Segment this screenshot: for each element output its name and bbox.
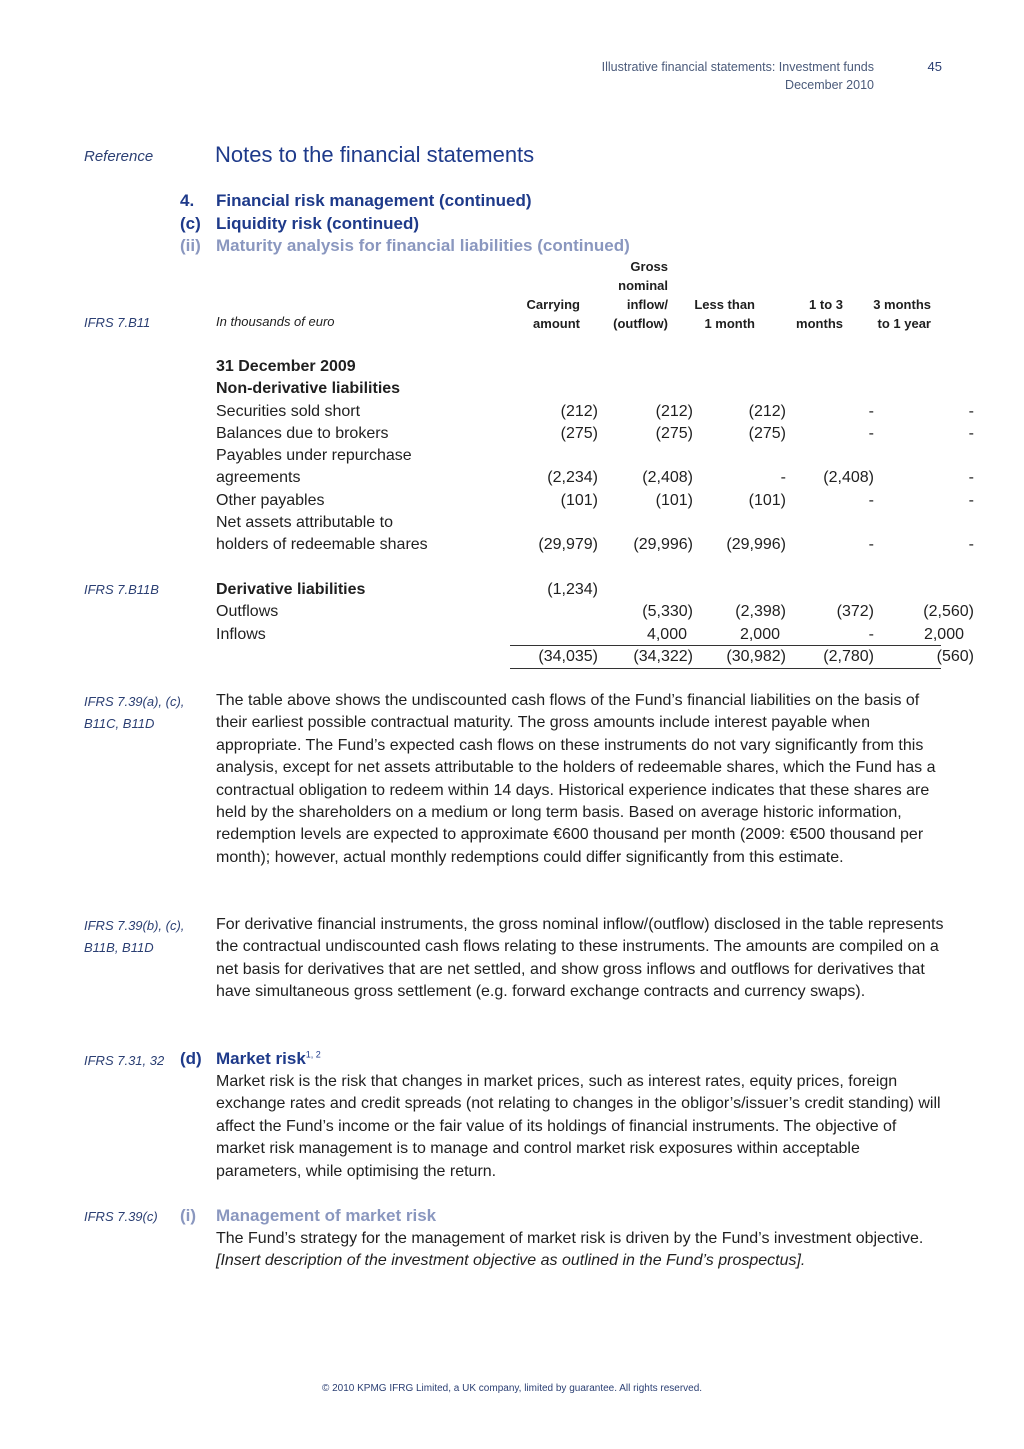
cell: - [868,491,874,509]
cell: (29,979) [538,536,598,554]
col-header-carrying-amount: Carrying amount [526,297,580,331]
heading-ii-number: (ii) [180,236,201,255]
total-top-rule [510,645,941,646]
nonderivative-heading: Non-derivative liabilities [216,380,401,398]
cell: (101) [560,491,598,509]
running-header-title: Illustrative financial statements: Investment funds [601,60,874,74]
cell [508,601,598,623]
cell: (29,996) [726,536,786,554]
table-reference: IFRS 7.B11 [84,315,151,330]
total-cell: (2,780) [823,647,874,665]
cell: - [968,491,974,509]
table-row [216,601,974,623]
table-row [216,534,974,556]
table-row [216,401,974,423]
col-header-gross-nominal: Gross nominal inflow/ (outflow) [613,259,668,331]
derivative-instruments-paragraph: For derivative financial instruments, the gross nominal inflow/(outflow) disclosed in the table represents the contractual undiscounted cash flows relating to these instruments. The amounts are compiled on a net basis for derivatives that are net settled, and show gross inflows and outflows for derivatives that have simultaneous gross settlement (e.g. forward exchange contracts and currency swaps). [216,916,944,1001]
reference-label: Reference [84,148,154,165]
col-header-1-to-3-months: 1 to 3 months [796,297,843,331]
row-label: holders of redeemable shares [216,536,428,554]
table-row [216,467,974,489]
total-cell: (34,322) [633,647,693,665]
heading-c-text: Liquidity risk (continued) [216,214,420,233]
total-cell: (30,982) [726,647,786,665]
cell: (5,330) [642,603,693,621]
col-header-less-than-1-month: Less than 1 month [694,297,755,331]
derivative-reference: IFRS 7.B11B [84,582,159,597]
total-cell: (560) [936,647,974,665]
cell: - [968,536,974,554]
cell: (29,996) [633,536,693,554]
para1-reference-1: IFRS 7.39(a), (c), [84,694,185,709]
table-row [216,512,974,534]
cell: (2,234) [547,469,598,487]
cell: (101) [748,491,786,509]
cell: (212) [560,402,598,420]
cell: 2,000 [923,625,964,643]
running-header-date: December 2010 [785,78,874,92]
row-label: agreements [216,469,301,487]
table-row [216,579,974,601]
date-heading: 31 December 2009 [216,358,356,375]
cell: - [968,424,974,442]
cell: (275) [748,424,786,442]
cell: (212) [655,402,693,420]
row-label: Outflows [216,603,279,621]
row-label: Balances due to brokers [216,424,389,442]
derivative-heading: Derivative liabilities [216,580,366,598]
cell: - [968,469,974,487]
cell: (2,560) [923,603,974,621]
cell: - [868,402,874,420]
table-spacer-row [216,557,974,579]
heading-c-number: (c) [180,214,201,233]
totals-row [216,646,974,668]
cell: (2,408) [823,469,874,487]
market-risk-number: (d) [180,1049,202,1068]
page-number: 45 [927,59,942,74]
heading-4-text: Financial risk management (continued) [216,191,532,210]
management-heading: Management of market risk [216,1206,437,1225]
footnote-marker: 1, 2 [305,1049,321,1060]
table-row [216,624,974,646]
cell: (101) [655,491,693,509]
row-label: Payables under repurchase [216,447,412,465]
table-row [216,445,974,467]
management-number: (i) [180,1206,197,1225]
maturity-analysis-table [216,356,974,668]
row-label: Inflows [216,625,266,643]
row-label: Securities sold short [216,402,361,420]
cell: (275) [655,424,693,442]
table-row [216,356,974,378]
cell: 4,000 [646,625,687,643]
para2-reference-1: IFRS 7.39(b), (c), [84,918,185,933]
market-risk-reference: IFRS 7.31, 32 [84,1053,165,1068]
heading-ii-text: Maturity analysis for financial liabilities (continued) [216,236,630,255]
total-bottom-rule [510,668,941,669]
row-label: Other payables [216,491,325,509]
heading-4-number: 4. [180,191,195,210]
cell: (2,408) [642,469,693,487]
undiscounted-cash-flows-paragraph: The table above shows the undiscounted cash flows of the Fund’s financial liabilities on the basis of their earliest possible contractual maturity. The gross amounts include interest payable when appropriate. The Fund’s expected cash flows on these instruments do not vary significantly from this analysis, except for net assets attributable to the holders of redeemable shares, which the Fund has a contractual obligation to redeem within 14 days. Historical experience indicates that these shares are held by the shareholders on a medium or long term basis. Based on average historic information, redemption levels are expected to approximate €600 thousand per month (2009: €500 thousand per month); however, actual monthly redemptions could differ significantly from this estimate. [216,692,936,866]
para1-reference-2: B11C, B11D [84,716,155,731]
cell: - [780,469,786,487]
cell: (372) [836,603,874,621]
section-title: Notes to the financial statements [215,142,535,167]
table-row [216,490,974,512]
cell: (2,398) [735,603,786,621]
market-risk-paragraph: Market risk is the risk that changes in market prices, such as interest rates, equity prices, foreign exchange rates and credit spreads (not relating to changes in the obligor’s/issuer’s credit standing) will affect the Fund’s income or the fair value of its holdings of financial instruments. The objective of market risk management is to manage and control market risk exposures within acceptable parameters, while optimising the return. [216,1073,941,1180]
total-cell: (34,035) [538,647,598,665]
para2-reference-2: B11B, B11D [84,940,154,955]
cell: (1,234) [547,580,598,598]
cell: - [868,536,874,554]
row-label: Net assets attributable to [216,514,393,532]
management-reference: IFRS 7.39(c) [84,1209,158,1224]
table-row [216,378,974,400]
unit-label: In thousands of euro [216,314,335,329]
copyright-footer: © 2010 KPMG IFRG Limited, a UK company, limited by guarantee. All rights reserved. [321,1383,703,1394]
cell: - [868,424,874,442]
col-header-3-months-to-1-year: 3 months to 1 year [873,297,931,331]
management-paragraph: The Fund’s strategy for the management of market risk is driven by the Fund’s investment objective. [Insert description of the investment objective as outlined in the Fund’s prospectus]. [216,1230,924,1270]
table-row [216,423,974,445]
cell: 2,000 [739,625,780,643]
cell: - [968,402,974,420]
market-risk-heading: Market risk$^{1, 2}$ [216,1049,321,1068]
cell: - [868,625,874,643]
cell: (275) [560,424,598,442]
insert-placeholder-text: [Insert description of the investment objective as outlined in the Fund’s prospectus]. [216,1252,806,1270]
cell [508,624,598,646]
cell: (212) [748,402,786,420]
